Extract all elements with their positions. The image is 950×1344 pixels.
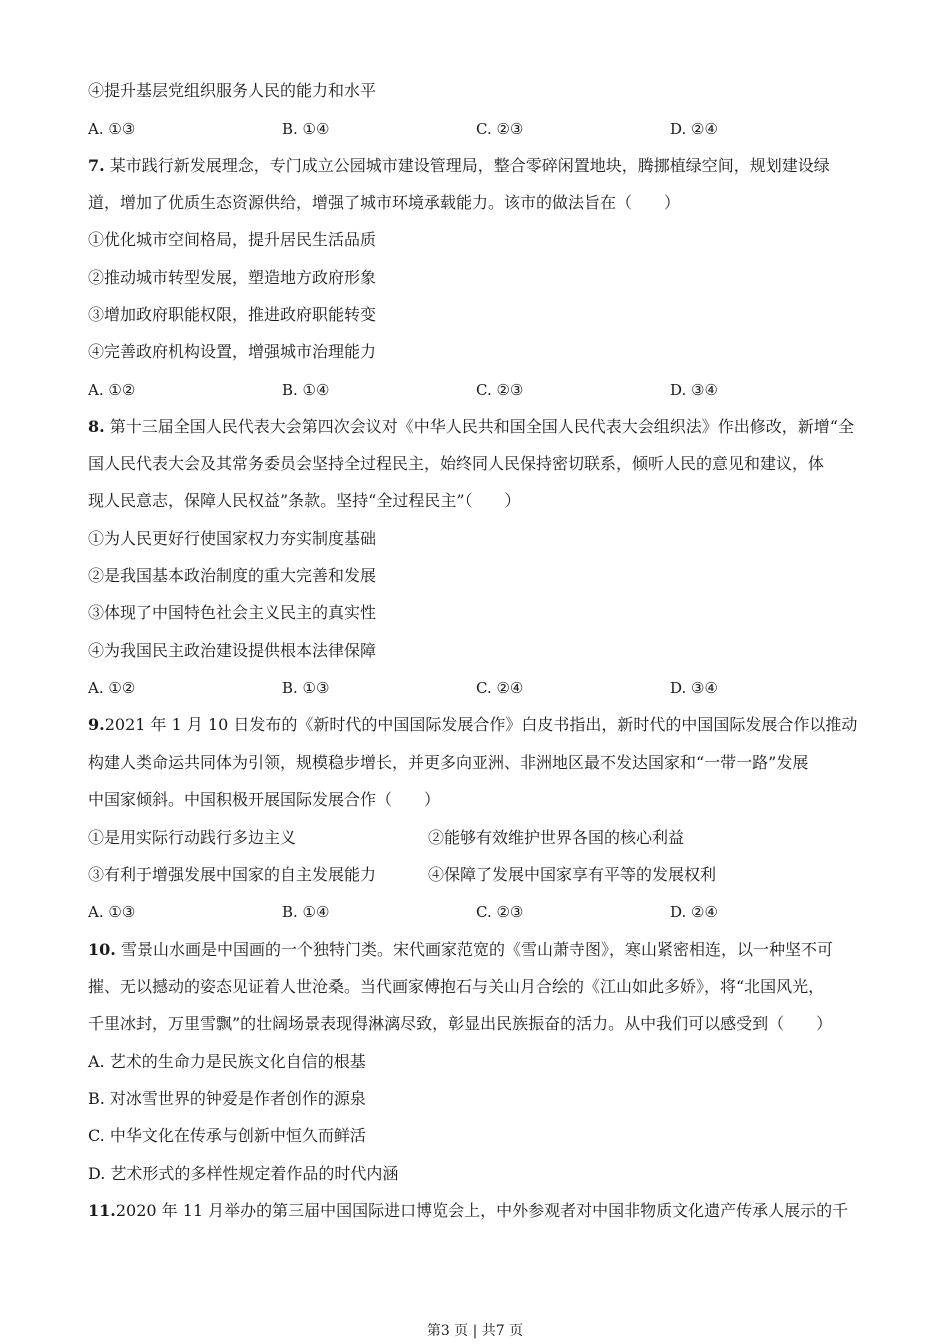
q8-option-b[interactable]: B. ①③ [282,679,330,697]
q7-stem-line-2: 道，增加了优质生态资源供给，增强了城市环境承载能力。该市的做法旨在（ ） [88,193,681,212]
q8-option-c[interactable]: C. ②④ [476,679,524,697]
q9-item-3: ③有利于增强发展中国家的自主发展能力 [88,865,377,884]
q9-item-2: ②能够有效维护世界各国的核心利益 [428,828,685,847]
q7-item-1: ①优化城市空间格局，提升居民生活品质 [88,230,377,249]
q8-stem-line-3: 现人民意志，保障人民权益”条款。坚持“全过程民主”（ ） [88,491,521,510]
q8-number: 8. [88,417,105,436]
q8-item-3: ③体现了中国特色社会主义民主的真实性 [88,603,377,622]
q7-options [88,380,868,400]
q7-option-a[interactable]: A. ①② [88,381,136,399]
q9-stem-line-2: 构建人类命运共同体为引领，规模稳步增长，并更多向亚洲、非洲地区最不发达国家和“一带一路”发展 [88,753,809,772]
q9-option-c[interactable]: C. ②③ [476,903,524,921]
q7-item-2: ②推动城市转型发展，塑造地方政府形象 [88,268,377,287]
q9-stem-line-1: 9.2021 年 1 月 10 日发布的《新时代的中国国际发展合作》白皮书指出，新时代的中国国际发展合作以推动 [88,715,858,734]
q8-stem-line-1: 8. 第十三届全国人民代表大会第四次会议对《中华人民共和国全国人民代表大会组织法》作出修改，新增“全 [88,417,854,436]
q7-option-b[interactable]: B. ①④ [282,381,330,399]
q9-option-b[interactable]: B. ①④ [282,903,330,921]
q11-stem-line-1: 11.2020 年 11 月举办的第三届中国国际进口博览会上，中外参观者对中国非物质文化遗产传承人展示的千 [88,1201,849,1220]
q8-stem-line-2: 国人民代表大会及其常务委员会坚持全过程民主，始终同人民保持密切联系，倾听人民的意见和建议，体 [88,454,825,473]
q7-option-c[interactable]: C. ②③ [476,381,524,399]
q9-number: 9. [88,715,105,734]
q9-options [88,902,868,922]
q7-stem-line-1: 7. 某市践行新发展理念，专门成立公园城市建设管理局，整合零碎闲置地块，腾挪植绿空间，规划建设绿 [88,156,830,175]
q9-item-1: ①是用实际行动践行多边主义 [88,828,297,847]
q8-item-1: ①为人民更好行使国家权力夯实制度基础 [88,529,377,548]
q8-option-d[interactable]: D. ③④ [670,679,718,697]
q9-option-a[interactable]: A. ①③ [88,903,136,921]
q6-item-4: ④提升基层党组织服务人民的能力和水平 [88,81,377,100]
q10-option-b[interactable]: B. 对冰雪世界的钟爱是作者创作的源泉 [88,1089,366,1108]
q9-item-4: ④保障了发展中国家享有平等的发展权利 [428,865,717,884]
page-footer: 第3 页 | 共7 页 [426,1323,524,1339]
q10-number: 10. [88,940,116,959]
q10-stem-line-3: 千里冰封，万里雪飘”的壮阔场景表现得淋漓尽致，彰显出民族振奋的活力。从中我们可以感受到（ ） [88,1014,833,1033]
q10-stem-line-1: 10. 雪景山水画是中国画的一个独特门类。宋代画家范宽的《雪山萧寺图》，寒山紧密相连，以一种坚不可 [88,940,833,959]
q9-option-d[interactable]: D. ②④ [670,903,718,921]
q11-number: 11. [88,1201,116,1220]
q6-option-c[interactable]: C. ②③ [476,120,524,138]
q8-option-a[interactable]: A. ①② [88,679,136,697]
q8-item-4: ④为我国民主政治建设提供根本法律保障 [88,641,377,660]
q6-options [88,119,868,139]
q10-option-c[interactable]: C. 中华文化在传承与创新中恒久而鲜活 [88,1126,366,1145]
q10-option-d[interactable]: D. 艺术形式的多样性规定着作品的时代内涵 [88,1164,399,1183]
q7-item-4: ④完善政府机构设置，增强城市治理能力 [88,342,377,361]
q9-items-row-2 [88,865,868,885]
q7-number: 7. [88,156,105,175]
q10-option-a[interactable]: A. 艺术的生命力是民族文化自信的根基 [88,1052,366,1071]
q9-stem-line-3: 中国家倾斜。中国积极开展国际发展合作（ ） [88,790,441,809]
q7-item-3: ③增加政府职能权限，推进政府职能转变 [88,305,377,324]
q6-option-b[interactable]: B. ①④ [282,120,330,138]
q9-items-row-1 [88,828,868,848]
q6-option-a[interactable]: A. ①③ [88,120,136,138]
q6-option-d[interactable]: D. ②④ [670,120,718,138]
q10-stem-line-2: 摧、无以撼动的姿态见证着人世沧桑。当代画家傅抱石与关山月合绘的《江山如此多娇》，将“北国风光， [88,977,825,996]
q8-item-2: ②是我国基本政治制度的重大完善和发展 [88,566,377,585]
q8-options [88,678,868,698]
q7-option-d[interactable]: D. ③④ [670,381,718,399]
